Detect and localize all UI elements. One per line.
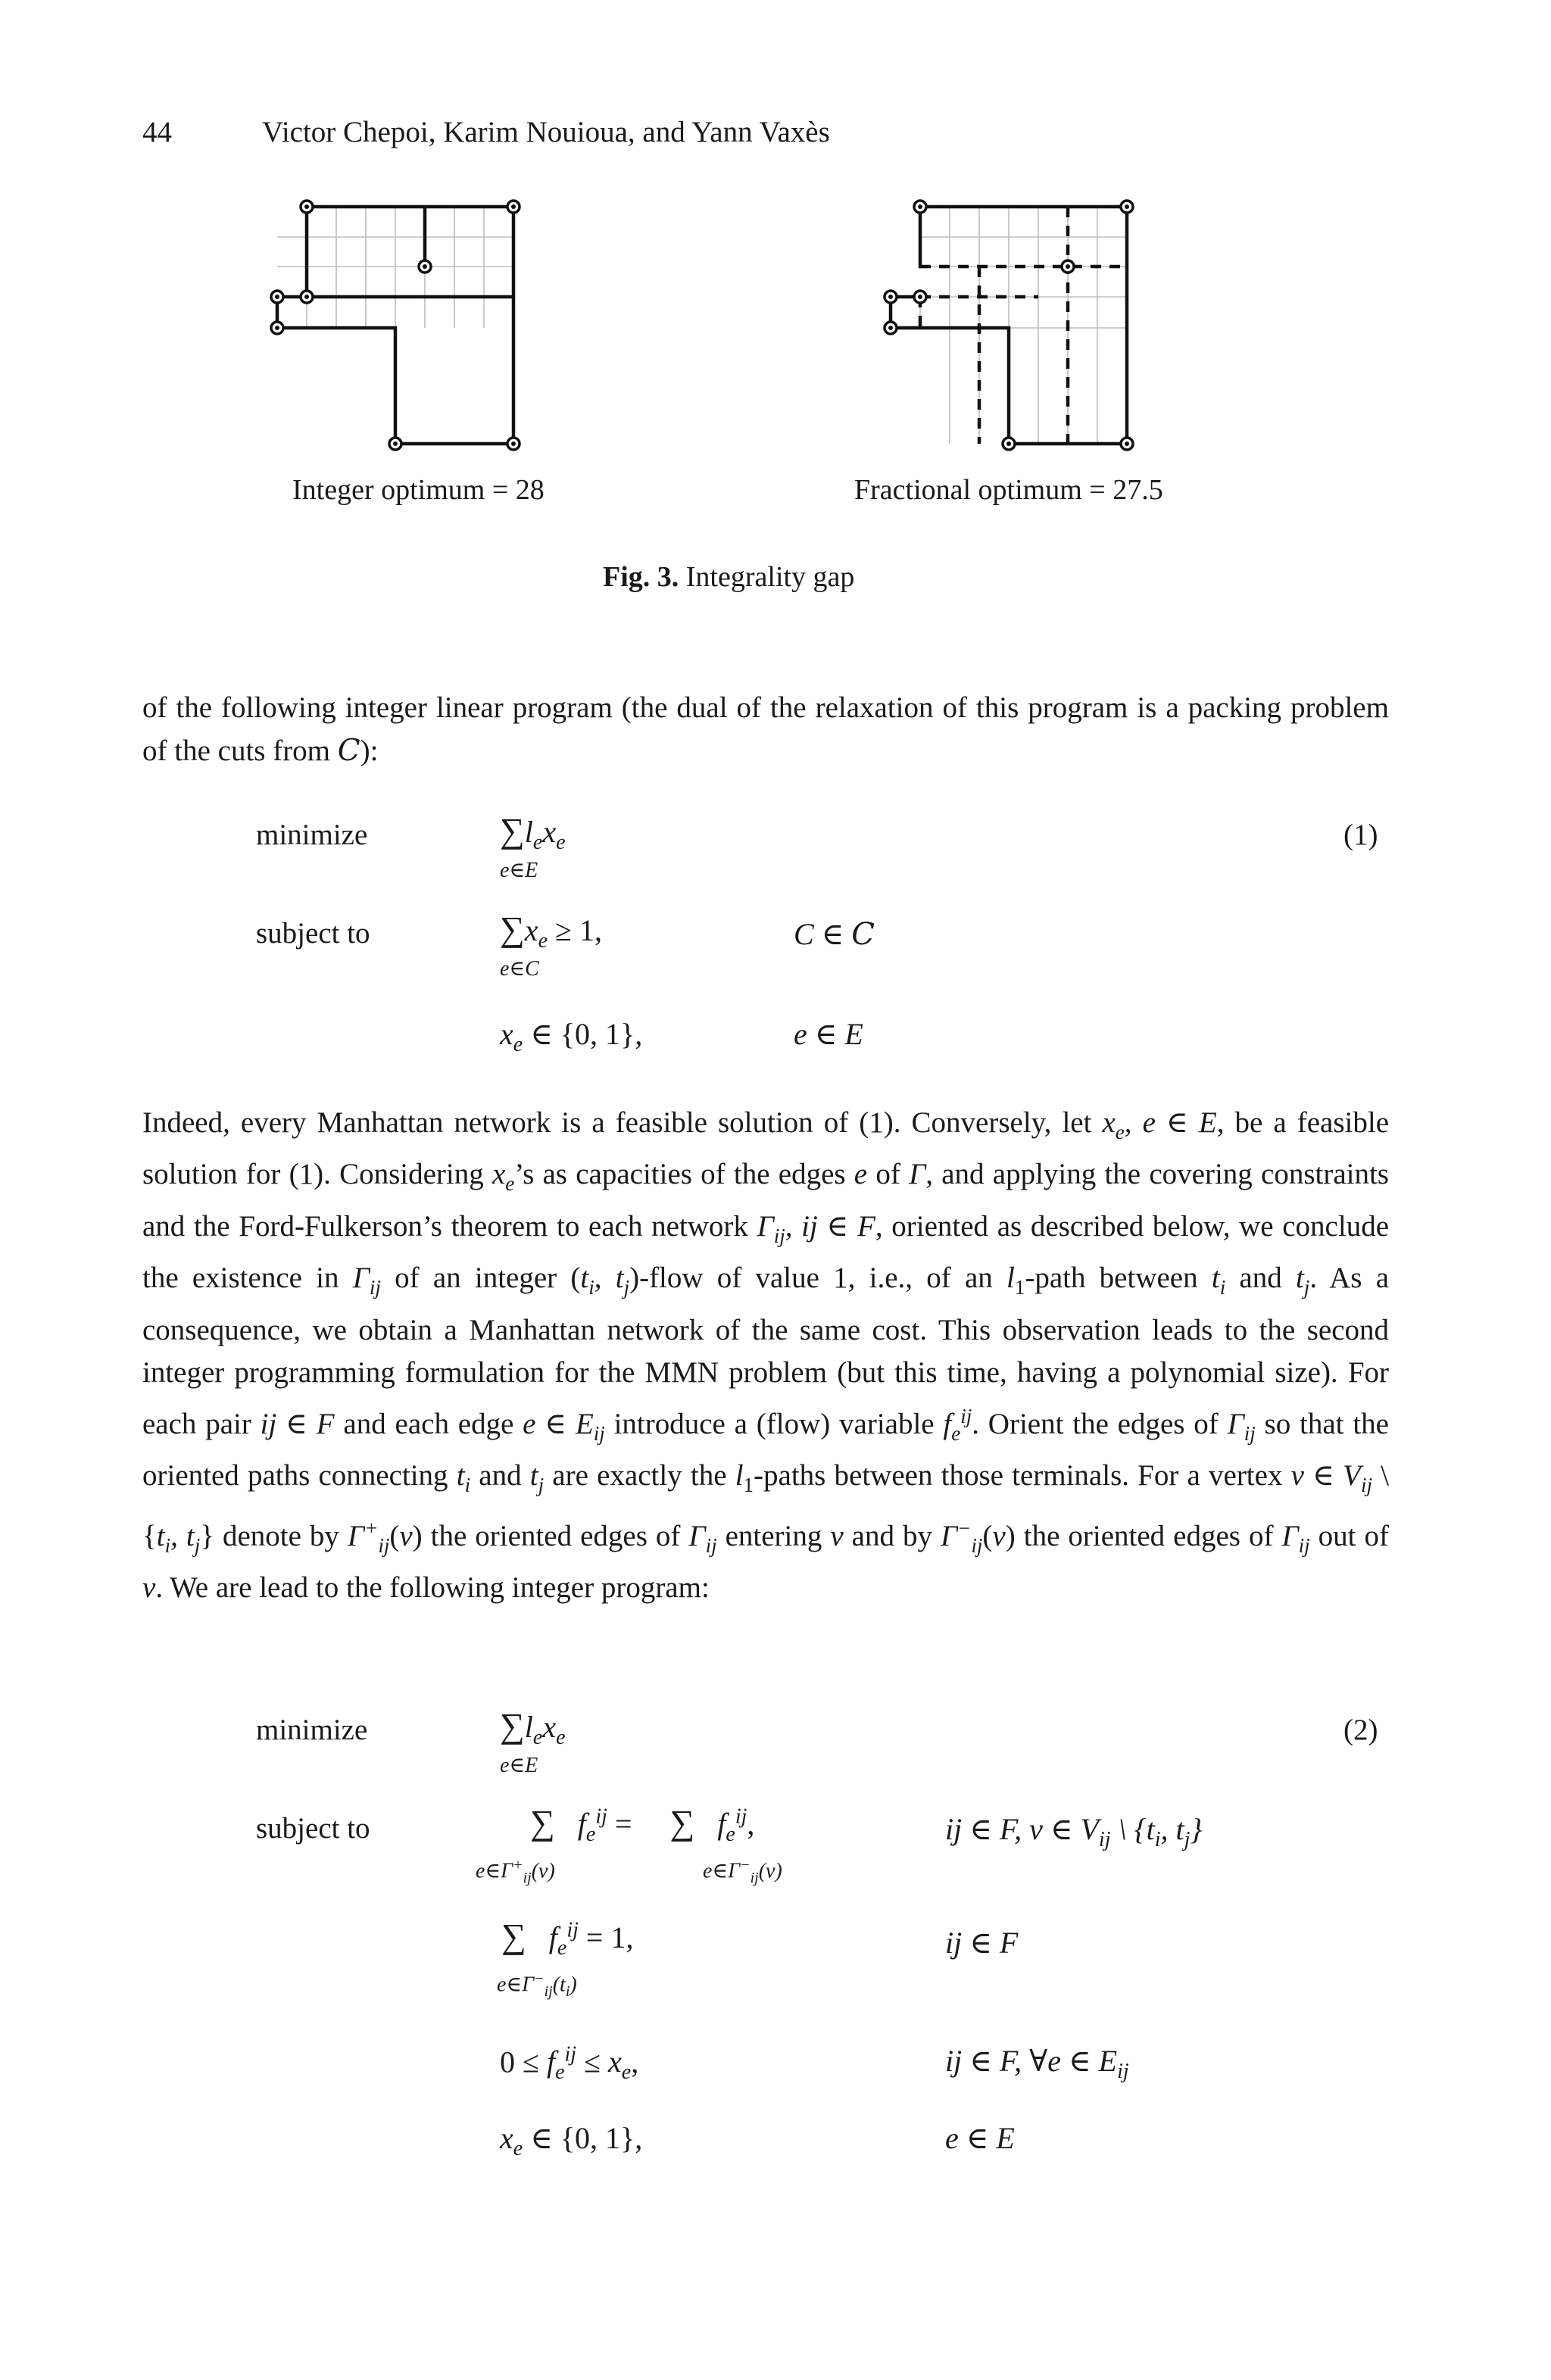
lp1-constraint-index: e∈C xyxy=(500,957,539,981)
lp2-in-edges-index: $e\in\Gamma^+_{ij}(v)$ xyxy=(476,1857,555,1886)
lp2-subject-to-label: subject to xyxy=(256,1812,370,1845)
lp1-minimize-label: minimize xyxy=(256,819,368,851)
lp2-objective: $\sum l_ex_e$ xyxy=(500,1706,566,1749)
lp2-out-edges-index: $e\in\Gamma^-_{ij}(v)$ xyxy=(703,1857,782,1886)
lp2-conservation-domain: ij ∈ F, v ∈ $V_{ij}$ \ {$t_i$, $t_j$} xyxy=(945,1812,1203,1851)
lp2-binary-constraint: $x_e$ ∈ {0, 1}, xyxy=(500,2121,643,2160)
lp2-binary-domain: e ∈ E xyxy=(945,2121,1015,2155)
calligraphic-c: C xyxy=(337,733,360,768)
figure-title: Integrality gap xyxy=(685,561,855,593)
lp2-capacity-constraint: $0 \le f_e^{ij} \le x_e$, xyxy=(500,2043,639,2085)
right-figure-caption: Fractional optimum = 27.5 xyxy=(854,474,1163,506)
lp1-binary-domain: e ∈ E xyxy=(794,1017,863,1051)
lp1-subject-to-label: subject to xyxy=(256,917,370,950)
lp2-unit-flow-domain: ij ∈ F xyxy=(945,1926,1019,1960)
equation-number-2: (2) xyxy=(1343,1714,1378,1746)
lp2-capacity-domain: ij ∈ F, ∀e ∈ $E_{ij}$ xyxy=(945,2044,1129,2083)
main-paragraph: Indeed, every Manhattan network is a feasible solution of (1). Conversely, let $x_e$, e ∈ E, be a feasible solution for (1). Considering $x_e’s$ as capacities of the edges e of Γ, and applying the covering constraints and the Ford-Fulkerson’s theorem to each network $\Gamma_{ij}$, ij ∈ F, oriented as described below, we conclude the existence in $\Gamma_{ij}$ of an integer ($t_i$, $t_j$)-flow of value 1, i.e., of an $l_1$-path between $t_i$ and $t_j$. As a consequence, we obtain a Manhattan network of the same cost. This observation leads to the second integer programming formulation for the MMN problem (but this time, having a polynomial size). For each pair ij ∈ F and each edge e ∈ $E_{ij}$ introduce a (flow) variable $f_e^{ij}$. Orient the edges of $\Gamma_{ij}$ so that the oriented paths connecting $t_i$ and $t_j$ are exactly the $l_1$-paths between those terminals. For a vertex v ∈ $V_{ij}$ \ {$t_i$, $t_j$} denote by $\Gamma^+_{ij}(v)$ the oriented edges of $\Gamma_{ij}$ entering v and by $\Gamma^-_{ij}(v)$ the oriented edges of $\Gamma_{ij}$ out of v. We are lead to the following integer program: xyxy=(142,1106,1390,1604)
equation-number-1: (1) xyxy=(1343,819,1378,851)
intro-paragraph: of the following integer linear program (the dual of the relaxation of this program is a packing problem of the cuts from C): xyxy=(142,691,1389,768)
left-figure-caption: Integer optimum = 28 xyxy=(292,474,545,506)
figure-label: Fig. 3. xyxy=(603,561,679,593)
figure-3-diagrams xyxy=(257,189,1272,462)
lp2-minimize-label: minimize xyxy=(256,1714,368,1746)
lp2-flow-conservation: ∑ $f_e^{ij}$ = ∑ $f_e^{ij}$, xyxy=(530,1803,755,1846)
lp2-objective-index: e∈E xyxy=(500,1754,538,1777)
lp2-unit-flow: ∑ $f_e^{ij} = 1$, xyxy=(501,1917,634,1960)
lp1-constraint-domain: C ∈ C xyxy=(794,917,875,952)
page-number: 44 xyxy=(142,116,172,148)
fractional-optimum-network xyxy=(885,201,1133,450)
figure-caption xyxy=(603,560,854,594)
lp1-binary-constraint: $x_e$ ∈ {0, 1}, xyxy=(500,1017,643,1056)
lp1-objective-index: e∈E xyxy=(500,859,538,882)
lp1-covering-constraint: $\sum x_e \ge 1$, xyxy=(500,909,602,953)
running-head-authors: Victor Chepoi, Karim Nouioua, and Yann Vaxès xyxy=(262,116,830,148)
lp2-unit-flow-index: $e\in\Gamma^-_{ij}(t_i)$ xyxy=(497,1970,577,2000)
integer-optimum-network xyxy=(271,201,520,450)
lp1-objective: $\sum l_ex_e$ xyxy=(500,811,566,854)
